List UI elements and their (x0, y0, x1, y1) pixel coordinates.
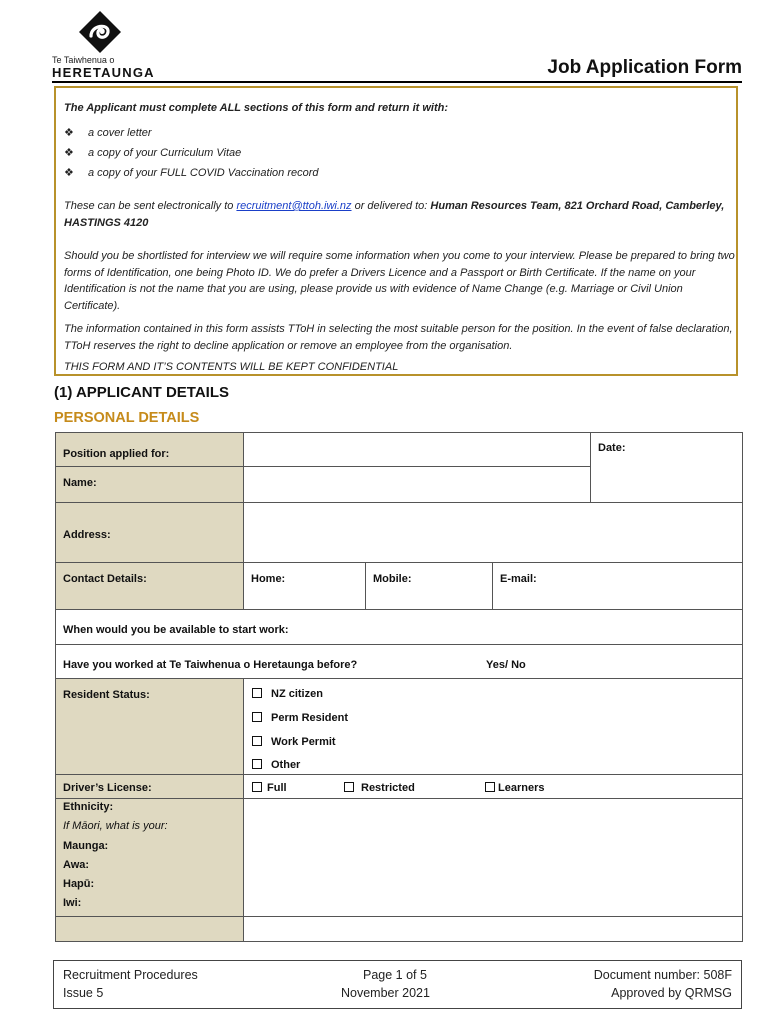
footer-procedure: Recruitment Procedures (63, 968, 198, 982)
shortlist-paragraph: Should you be shortlisted for interview we will require some information when you come to your interview. Please be prepared to bring two forms of Identification, one being Photo ID. We do prefer a Drivers Licence and a Passport or Birth Certificate. If the name on your Identification is not the name that you are using, please provide us with evidence of Name Change (e.g. Marriage or Civil Union Certificate). (64, 250, 735, 312)
blank-label-cell (55, 916, 244, 942)
submission-paragraph (64, 198, 740, 231)
option-label: Learners (498, 782, 545, 794)
checkbox-icon[interactable] (252, 688, 262, 698)
requirement-item (64, 145, 241, 162)
checkbox-icon[interactable] (344, 782, 354, 792)
drivers-license-label: Driver’s License: (55, 774, 244, 799)
instructions-box (54, 86, 738, 376)
taiwhenua-logo-icon (78, 10, 122, 54)
yes-no-option[interactable]: Yes/ No (486, 659, 526, 671)
checkbox-icon[interactable] (252, 736, 262, 746)
email-field[interactable] (492, 562, 743, 610)
hapu-label: Hapū: (63, 878, 95, 890)
home-label: Home: (251, 573, 286, 585)
requirement-text: a cover letter (88, 127, 152, 139)
date-label: Date: (598, 442, 626, 454)
position-input[interactable] (243, 432, 591, 467)
footer-date: November 2021 (341, 986, 430, 1000)
information-paragraph: The information contained in this form assists TToH in selecting the most suitable person for the position. In the event of false declaration, TToH reserves the right to decline application or remove an employee from the organisation. (64, 323, 733, 352)
contact-details-label: Contact Details: (55, 562, 244, 610)
name-label: Name: (55, 466, 244, 503)
resident-status-options (243, 678, 743, 775)
option-label: Full (267, 782, 287, 794)
resident-option-work-permit[interactable] (252, 736, 336, 748)
license-option-learners[interactable] (485, 782, 544, 794)
drivers-license-options (243, 774, 743, 799)
requirement-text: a copy of your Curriculum Vitae (88, 147, 242, 159)
worked-before-question: Have you worked at Te Taiwhenua o Heretaunga before? (63, 659, 358, 671)
checkbox-icon[interactable] (485, 782, 495, 792)
ethnicity-label: Ethnicity: (63, 801, 114, 813)
license-option-full[interactable] (252, 782, 287, 794)
submission-mid: or delivered to: (351, 200, 431, 212)
requirement-item (64, 125, 152, 142)
checkbox-icon[interactable] (252, 782, 262, 792)
footer-page-number: Page 1 of 5 (363, 968, 427, 982)
position-label: Position applied for: (55, 432, 244, 467)
footer-approval: Approved by QRMSG (611, 986, 732, 1000)
document-footer (53, 960, 742, 1009)
subsection-title: PERSONAL DETAILS (54, 410, 200, 426)
home-phone-field[interactable] (243, 562, 366, 610)
mobile-label: Mobile: (373, 573, 412, 585)
requirement-item (64, 165, 319, 182)
worked-before-row (55, 644, 743, 679)
option-label: Perm Resident (271, 712, 349, 724)
confidential-notice: THIS FORM AND IT’S CONTENTS WILL BE KEPT CONFIDENTIAL (64, 361, 399, 373)
license-option-restricted[interactable] (344, 782, 415, 794)
footer-issue: Issue 5 (63, 986, 104, 1000)
section-title: (1) APPLICANT DETAILS (54, 384, 229, 401)
form-title: Job Application Form (547, 57, 742, 78)
resident-option-perm-resident[interactable] (252, 712, 348, 724)
availability-field[interactable] (55, 609, 743, 645)
submission-prefix: These can be sent electronically to (64, 200, 237, 212)
option-label: Other (271, 759, 301, 771)
email-label: E-mail: (500, 573, 537, 585)
resident-status-label: Resident Status: (55, 678, 244, 775)
blank-input-cell[interactable] (243, 916, 743, 942)
diamond-bullet-icon: ❖ (64, 127, 74, 139)
delivery-address: Human Resources Team, 821 Orchard Road, Camberley, HASTINGS 4120 (64, 200, 725, 229)
requirement-text: a copy of your FULL COVID Vaccination record (88, 167, 319, 179)
iwi-label: Iwi: (63, 897, 82, 909)
instructions-lead: The Applicant must complete ALL sections of this form and return it with: (64, 102, 449, 114)
option-label: NZ citizen (271, 688, 323, 700)
address-input[interactable] (243, 502, 743, 563)
maori-question: If Māori, what is your: (63, 820, 168, 832)
address-label: Address: (55, 502, 244, 563)
date-field[interactable] (590, 432, 743, 503)
org-name-small: Te Taiwhenua o (52, 55, 115, 65)
maunga-label: Maunga: (63, 840, 109, 852)
option-label: Work Permit (271, 736, 336, 748)
org-name-large: HERETAUNGA (52, 65, 155, 80)
org-logo (52, 10, 162, 82)
personal-details-table (55, 432, 743, 942)
recruitment-email-link[interactable]: recruitment@ttoh.iwi.nz (236, 200, 352, 212)
checkbox-icon[interactable] (252, 712, 262, 722)
ethnicity-label-block (55, 798, 244, 917)
resident-option-nz-citizen[interactable] (252, 688, 323, 700)
header-divider (52, 81, 742, 83)
option-label: Restricted (361, 782, 415, 794)
name-input[interactable] (243, 466, 591, 503)
diamond-bullet-icon: ❖ (64, 167, 74, 179)
mobile-phone-field[interactable] (365, 562, 493, 610)
ethnicity-input[interactable] (243, 798, 743, 917)
awa-label: Awa: (63, 859, 90, 871)
checkbox-icon[interactable] (252, 759, 262, 769)
footer-document-number: Document number: 508F (593, 968, 732, 982)
resident-option-other[interactable] (252, 759, 300, 771)
diamond-bullet-icon: ❖ (64, 147, 74, 159)
availability-question: When would you be available to start work: (63, 624, 289, 636)
